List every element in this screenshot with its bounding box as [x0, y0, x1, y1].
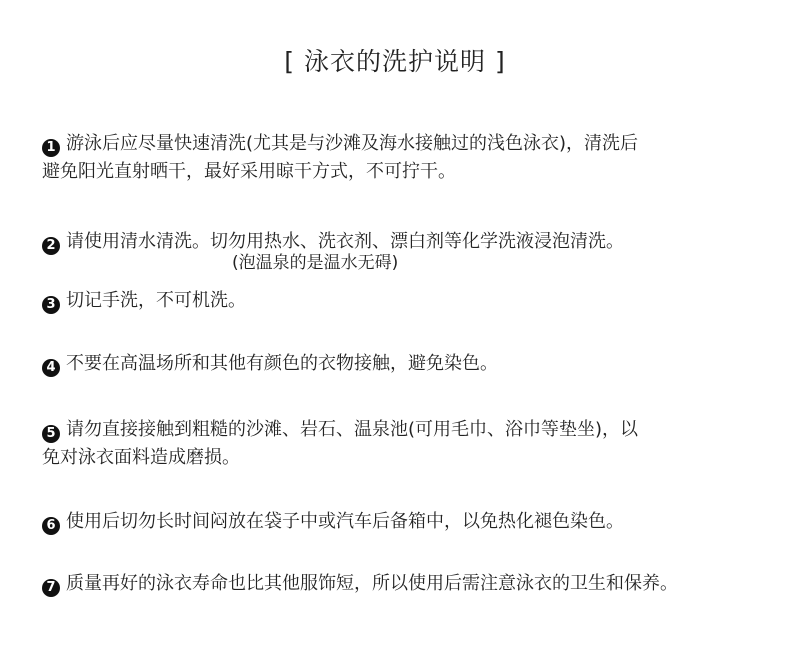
care-item-4 — [42, 350, 762, 378]
care-item-3 — [42, 287, 762, 315]
item-text-line: 使用后切勿长时间闷放在袋子中或汽车后备箱中，以免热化褪色染色。 — [66, 511, 624, 532]
care-item-6 — [42, 508, 762, 536]
number-badge: 2 — [42, 237, 60, 255]
item-text-line: 请勿直接接触到粗糙的沙滩、岩石、温泉池(可用毛巾、浴巾等垫坐)，以 — [66, 419, 639, 440]
item-text-line: 游泳后应尽量快速清洗(尤其是与沙滩及海水接触过的浅色泳衣)，清洗后 — [66, 133, 639, 154]
page-title: [ 泳衣的洗护说明 ] — [284, 47, 506, 76]
number-badge: 3 — [42, 296, 60, 314]
item-text-line: 不要在高温场所和其他有颜色的衣物接触，避免染色。 — [66, 353, 498, 374]
item-text-line: 避免阳光直射晒干，最好采用晾干方式，不可拧干。 — [42, 161, 456, 182]
item-text-line: 免对泳衣面料造成磨损。 — [42, 447, 240, 468]
item-text-line: 切记手洗，不可机洗。 — [66, 290, 246, 311]
item-text-line: 质量再好的泳衣寿命也比其他服饰短，所以使用后需注意泳衣的卫生和保养。 — [66, 573, 678, 594]
care-item-1 — [42, 130, 762, 186]
care-item-7 — [42, 570, 762, 598]
number-badge: 1 — [42, 139, 60, 157]
number-badge: 5 — [42, 425, 60, 443]
number-badge: 7 — [42, 579, 60, 597]
care-item-5 — [42, 416, 762, 472]
care-item-2-note: (泡温泉的是温水无碍) — [232, 253, 399, 273]
number-badge: 6 — [42, 517, 60, 535]
number-badge: 4 — [42, 359, 60, 377]
care-item-2 — [42, 228, 762, 256]
item-text-line: 请使用清水清洗。切勿用热水、洗衣剂、漂白剂等化学洗液浸泡清洗。 — [66, 231, 624, 252]
